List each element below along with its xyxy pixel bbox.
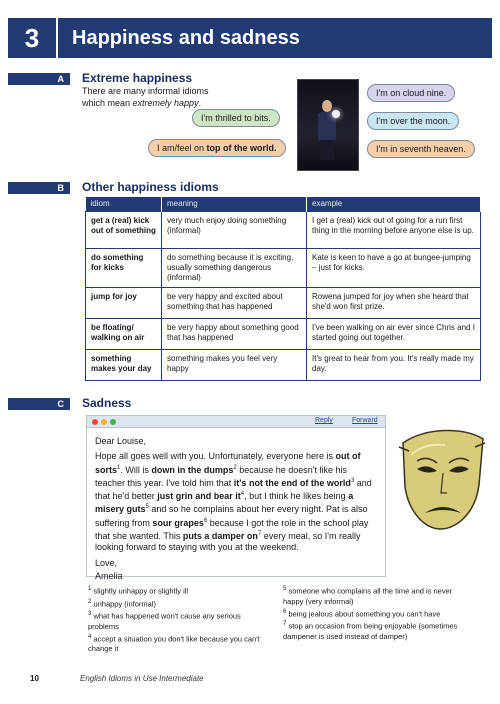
idiom-cell: get a (real) kick out of something (86, 212, 162, 249)
bubble-over-moon: I'm over the moon. (367, 112, 459, 130)
meaning-cell: be very happy and excited about something that has happened (162, 288, 307, 319)
section-a-title: Extreme happiness (82, 71, 193, 85)
email-paragraph: Hope all goes well with you. Unfortunately, everyone here is out of sorts$^1$. Will is down in the dumps$^2$ because he doesn't like his teacher this year. I've told him that it's not the end of the world$^3$ and that he'd better just grin and bear $it^4$, but I think he likes being a misery guts$^5$ and so he complains about her every night. Pat is also suffering from sour grapes$^6$ because I got the role in the school play that she wanted. This puts a damper $on^7$ every meal, so I'm really looking forward to staying with you at the weekend. (95, 451, 372, 553)
example-cell: It's great to hear from you. It's really made my day. (307, 350, 481, 381)
email-body (87, 428, 385, 594)
section-a-tab: A (8, 73, 70, 85)
section-b-tab: B (8, 182, 70, 194)
maximize-dot-icon (110, 419, 116, 425)
meaning-cell: do something because it is exciting, usually something dangerous (informal) (162, 249, 307, 288)
unit-title: Happiness and sadness (72, 26, 300, 49)
idiom-cell: jump for joy (86, 288, 162, 319)
email-signature: Amelia (95, 570, 123, 581)
performer-photo (297, 79, 359, 171)
minimize-dot-icon (101, 419, 107, 425)
page-number: 10 (30, 674, 39, 683)
book-title: English Idioms in Use Intermediate (80, 674, 204, 683)
header-meaning: meaning (162, 197, 307, 212)
header-example: example (307, 197, 481, 212)
section-b-title: Other happiness idioms (82, 180, 219, 194)
idiom-cell: something makes your day (86, 350, 162, 381)
table-row (86, 350, 481, 381)
section-c-title: Sadness (82, 396, 132, 410)
footnote-item: $^7$ stop an occasion from being enjoyable (sometimes dampener is used instead of damper) (283, 621, 458, 641)
idiom-cell: do something for kicks (86, 249, 162, 288)
footnote-item: $^4$ accept a situation you don't like because you can't change it (88, 633, 260, 653)
meaning-cell: something makes you feel very happy (162, 350, 307, 381)
footnote-item: $^5$ someone who complains all the time and is never happy (very informal) (283, 586, 453, 606)
meaning-cell: be very happy about something good that has happened (162, 319, 307, 350)
close-dot-icon (92, 419, 98, 425)
unit-header (8, 18, 492, 58)
intro-line-2: which mean extremely happy. (82, 98, 202, 108)
intro-line-1: There are many informal idioms (82, 86, 209, 96)
header-idiom: idiom (86, 197, 162, 212)
unit-number: 3 (8, 18, 58, 58)
section-c-tab: C (8, 398, 70, 410)
email-closing: Love, (95, 557, 118, 568)
example-cell: I've been walking on air ever since Chris and I started going out together. (307, 319, 481, 350)
footnote-item: $^6$ being jealous about something you can't have (283, 608, 441, 618)
idioms-table (85, 197, 481, 381)
idiom-cell: be floating/ walking on air (86, 319, 162, 350)
example-cell: Kate is keen to have a go at bungee-jumping – just for kicks. (307, 249, 481, 288)
bubble-thrilled: I'm thrilled to bits. (192, 109, 280, 127)
table-row (86, 249, 481, 288)
table-row (86, 319, 481, 350)
footnote-item: $^2$ unhappy (informal) (88, 598, 156, 608)
forward-link[interactable]: Forward (352, 417, 378, 424)
footnotes-left (88, 584, 266, 654)
sad-mask-illustration (395, 425, 490, 535)
reply-link[interactable]: Reply (315, 417, 333, 424)
email-greeting: Dear Louise, (95, 436, 147, 446)
section-a-intro (82, 85, 209, 109)
bubble-top-of-world: I am/feel on top of the world. (148, 139, 286, 157)
example-cell: I get a (real) kick out of going for a run first thing in the morning before anyone else is up. (307, 212, 481, 249)
footnote-item: $^1$ slightly unhappy or slightly ill (88, 586, 189, 596)
email-toolbar (87, 416, 385, 428)
bubble-seventh-heaven: I'm in seventh heaven. (367, 140, 475, 158)
email-window (86, 415, 386, 581)
table-row (86, 212, 481, 249)
footnote-item: $^3$ what has happened won't cause any serious problems (88, 611, 241, 631)
example-cell: Rowena jumped for joy when she heard that she'd won first prize. (307, 288, 481, 319)
meaning-cell: very much enjoy doing something (informal) (162, 212, 307, 249)
table-row (86, 288, 481, 319)
footnotes-right (283, 584, 473, 642)
bubble-cloud-nine: I'm on cloud nine. (367, 84, 455, 102)
